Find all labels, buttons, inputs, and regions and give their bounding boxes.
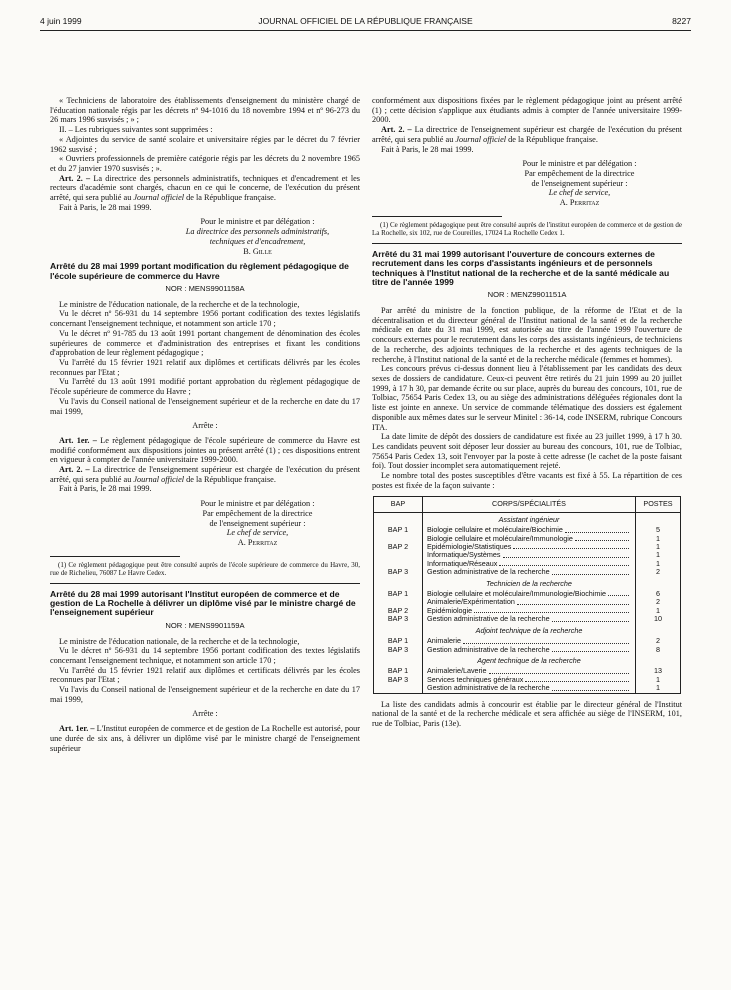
section-separator	[372, 243, 682, 244]
spec-label: Services techniques généraux	[427, 674, 524, 684]
paragraph: Vu le décret nº 91-785 du 13 août 1991 portant changement de dénomination des écoles supérieures de commerce et d'administration des entreprises et fixant les conditions d'approbation de leur règlement pédagogique ;	[50, 328, 360, 358]
article-paragraph	[50, 724, 360, 753]
paragraph: conformément aux dispositions fixées par le règlement pédagogique joint au présent arrêté (1) ; cette décision s'applique aux étudiants admis à compter de l'année universitaire 1999-2000.	[372, 96, 682, 125]
table-cell-bap: BAP 3	[374, 568, 423, 576]
paragraph: Vu l'avis du Conseil national de l'enseignement supérieur et de la recherche en date du 17 mai 1999,	[50, 685, 360, 704]
column-header-bap: BAP	[374, 497, 423, 512]
table-body	[374, 512, 681, 693]
section-separator	[50, 583, 360, 584]
table-cell-spec	[423, 684, 636, 693]
table-group-name: Adjoint technique de la recherche	[423, 624, 636, 637]
fait-a-paris: Fait à Paris, le 28 mai 1999.	[59, 484, 152, 494]
signature-line: de l'enseignement supérieur :	[209, 518, 306, 528]
table-cell-postes: 1	[636, 560, 681, 568]
paragraph: « Adjointes du service de santé scolaire et universitaire régies par le décret du 7 février 1962 susvisé ;	[50, 134, 360, 154]
table-row	[374, 667, 681, 675]
table-cell-bap	[374, 551, 423, 559]
table-cell-postes: 1	[636, 551, 681, 559]
paragraph: Vu l'arrêté du 13 août 1991 modifié portant approbation du règlement pédagogique de l'école supérieure de commerce du Havre ;	[50, 377, 360, 397]
table-cell-bap: BAP 2	[374, 543, 423, 551]
table-cell-postes: 2	[636, 637, 681, 645]
paragraph: Vu l'avis du Conseil national de l'enseignement supérieur et de la recherche en date du 17 mai 1999,	[50, 396, 360, 416]
article-text: L'Institut européen de commerce et de gestion de La Rochelle est autorisé, pour une durée de six ans, à délivrer un diplôme visé par le ministre chargé de l'enseignement supérieur	[50, 724, 361, 753]
footnote: (1) Ce règlement pédagogique peut être consulté auprès de l'institut européen de commerce et de gestion de La Rochelle, six 102, rue de Coureilles, 17024 La Rochelle Cedex 1.	[372, 220, 682, 237]
left-column	[50, 96, 360, 753]
spec-label: Gestion administrative de la recherche	[427, 567, 550, 577]
spec-label: Biologie cellulaire et moléculaire/Biochimie	[427, 525, 563, 535]
article-paragraph	[372, 125, 682, 144]
signature-line: Le chef de service,	[226, 528, 289, 538]
arrete-heading: Arrête :	[192, 421, 218, 431]
article-paragraph	[50, 436, 360, 465]
article-text: Le règlement pédagogique de l'école supérieure de commerce du Havre est modifié conformément aux dispositions jointes au présent arrêté (1) ; ces dispositions entrent en vigueur à compter de l'année universitaire 1999-2000.	[50, 435, 361, 465]
signature-line: Pour le ministre et par délégation :	[200, 499, 315, 509]
article-label: Art. 2. –	[59, 465, 90, 475]
article-text: La directrice des personnels administratifs, techniques et d'encadrement et les recteurs d'académie sont chargés, chacun en ce qui le concerne, de l'exécution du présent arrêté, qui sera publié au	[50, 173, 360, 203]
table-cell-postes: 1	[636, 543, 681, 551]
header-title: JOURNAL OFFICIEL DE LA RÉPUBLIQUE FRANÇAISE	[258, 16, 473, 26]
table-cell-spec	[423, 646, 636, 654]
decree-title: Arrêté du 28 mai 1999 portant modification du règlement pédagogique de l'école supérieure de commerce du Havre	[50, 261, 349, 281]
column-header-corps: CORPS/SPÉCIALITÉS	[423, 497, 636, 512]
paragraph: Le nombre total des postes susceptibles d'être vacants est fixé à 55. La répartition de ces postes est fixée de la façon suivante :	[372, 471, 682, 490]
table-cell-bap: BAP 2	[374, 607, 423, 615]
article-paragraph	[50, 465, 360, 484]
table-cell-postes: 2	[636, 598, 681, 606]
paragraph: Le ministre de l'éducation nationale, de la recherche et de la technologie,	[59, 299, 300, 309]
article-text: La directrice de l'enseignement supérieur est chargée de l'exécution du présent arrêté, qui sera publié au	[372, 125, 682, 144]
signature-line: Le chef de service,	[548, 188, 611, 198]
table-cell-postes: 1	[636, 535, 681, 543]
table-header-row	[374, 497, 681, 512]
table-row	[374, 543, 681, 551]
spec-label: Animalerie/Expérimentation	[427, 597, 515, 607]
table-group-name: Assistant ingénieur	[423, 512, 636, 526]
right-column	[372, 96, 682, 729]
footnote-rule	[50, 556, 180, 557]
table-cell-bap: BAP 1	[374, 637, 423, 645]
postes-table	[373, 496, 681, 693]
paragraph: « Techniciens de laboratoire des établissements d'enseignement du ministère chargé de l'éducation nationale régis par les décrets nº 94-1016 du 18 novembre 1994 et nº 96-273 du 26 mars 1996 susvisés ; » ;	[50, 96, 360, 125]
header-page-number: 8227	[672, 16, 691, 26]
signature-line: Pour le ministre et par délégation :	[200, 217, 315, 227]
page-header	[40, 16, 691, 28]
signature-name: A. Perritaz	[559, 198, 600, 208]
paragraph: Vu l'arrêté du 15 février 1921 relatif aux diplômes et certificats délivrés par les écoles reconnues par l'Etat ;	[50, 357, 360, 377]
table-group-name: Technicien de la recherche	[423, 577, 636, 590]
table-row	[374, 646, 681, 654]
paragraph: Vu le décret nº 56-931 du 14 septembre 1956 portant codification des textes législatifs concernant l'enseignement technique, et notamment son article 170 ;	[50, 309, 360, 329]
signature-line: Pour le ministre et par délégation :	[522, 159, 637, 169]
table-cell-postes: 6	[636, 590, 681, 598]
table-row	[374, 568, 681, 576]
nor-reference: NOR : MENS9901158A	[165, 284, 245, 294]
paragraph: Par arrêté du ministre de la fonction publique, de la réforme de l'Etat et de la décentralisation et du directeur général de l'Institut national de la santé et de la recherche médicale en date du 31 mai 1999, est autorisée au titre de l'année 1999 l'ouverture de concours externes pour le recrutement dans les corps des assistants ingénieurs, de techniciens de la recherche, des adjoints techniques de la recherche et des agents techniques de la recherche, à l'Institut national de la santé et de la recherche médicale (femmes et hommes).	[372, 306, 682, 364]
table-row	[374, 535, 681, 543]
paragraph: La date limite de dépôt des dossiers de candidature est fixée au 23 juillet 1999, à 17 h 30. Les candidats peuvent soit déposer leur dossier au bureau des concours, 101, rue de Tolbiac, 75654 Paris Cedex 13, soit l'envoyer par la poste à cette adresse (le cachet de la poste faisant foi). Tout dossier incomplet sera automatiquement rejeté.	[372, 432, 682, 471]
article-text-end: de la République française.	[184, 193, 276, 203]
footnote-rule	[372, 216, 502, 217]
table-cell-bap: BAP 3	[374, 615, 423, 623]
decree-title: Arrêté du 31 mai 1999 autorisant l'ouverture de concours externes de recrutement dans les corps d'assistants ingénieurs et de personnels techniques à l'Institut national de la recherche et de la santé médicale au titre de l'année 1999	[372, 248, 670, 287]
arrete-heading: Arrête :	[192, 709, 218, 719]
spec-label: Informatique/Réseaux	[427, 558, 498, 568]
table-row	[374, 551, 681, 559]
paragraph: II. – Les rubriques suivantes sont supprimées :	[59, 125, 213, 135]
table-cell-bap: BAP 1	[374, 590, 423, 598]
footnote: (1) Ce règlement pédagogique peut être consulté auprès de l'école supérieure de commerce du Havre, 30, rue de Richelieu, 76087 Le Havre Cedex.	[50, 560, 360, 577]
paragraph: Le ministre de l'éducation nationale, de la recherche et de la technologie,	[59, 636, 300, 646]
spec-label: Epidémiologie	[427, 605, 473, 615]
spec-label: Epidémiologie/Statistiques	[427, 542, 512, 552]
article-label: Art. 2. –	[59, 173, 91, 183]
journal-officiel: Journal officiel	[455, 134, 507, 144]
spec-label: Animalerie	[427, 636, 461, 646]
signature-line: techniques et d'encadrement,	[209, 236, 306, 246]
article-label: Art. 1er. –	[59, 435, 97, 445]
header-rule	[40, 30, 691, 31]
signature-line: de l'enseignement supérieur :	[531, 178, 628, 188]
table-cell-postes: 1	[636, 684, 681, 693]
signature-line: La directrice des personnels administratifs,	[185, 227, 330, 237]
table-cell-postes: 1	[636, 607, 681, 615]
fait-a-paris: Fait à Paris, le 28 mai 1999.	[381, 144, 474, 154]
spec-label: Biologie cellulaire et moléculaire/Immunologie	[427, 533, 573, 543]
paragraph: « Ouvriers professionnels de première catégorie régis par les décrets du 2 novembre 1965 et du 27 janvier 1970 susvisés ; ».	[50, 154, 360, 173]
signature-line: Par empêchement de la directrice	[202, 508, 313, 518]
table-cell-bap	[374, 684, 423, 693]
table-cell-postes: 5	[636, 526, 681, 534]
article-text-end: de la République française.	[184, 474, 276, 484]
table-group-row	[374, 654, 681, 667]
spec-label: Animalerie/Laverie	[427, 666, 487, 676]
table-group-row	[374, 577, 681, 590]
journal-officiel: Journal officiel	[133, 474, 185, 484]
nor-reference: NOR : MENZ9901151A	[487, 290, 567, 300]
journal-officiel: Journal officiel	[133, 193, 185, 203]
article-label: Art. 2. –	[381, 125, 412, 135]
paragraph: Vu l'arrêté du 15 février 1921 relatif aux diplômes et certificats délivrés par les écoles reconnues par l'Etat ;	[50, 665, 360, 685]
table-group-name: Agent technique de la recherche	[423, 654, 636, 667]
table-cell-postes: 1	[636, 676, 681, 684]
spec-label: Biologie cellulaire et moléculaire/Immunologie/Biochimie	[427, 589, 606, 599]
table-row	[374, 590, 681, 598]
table-row	[374, 684, 681, 693]
table-row	[374, 598, 681, 606]
table-cell-spec	[423, 615, 636, 623]
fait-a-paris: Fait à Paris, le 28 mai 1999.	[59, 202, 152, 212]
article-label: Art. 1er. –	[59, 724, 95, 734]
table-cell-bap: BAP 1	[374, 526, 423, 534]
column-header-postes: POSTES	[636, 497, 681, 512]
paragraph: Les concours prévus ci-dessus donnent lieu à l'établissement par les candidats des deux sexes de dossiers de candidature. Ceux-ci peuvent être retirés du 21 juin 1999 au 20 juillet 1999, à 17 h 30, par demande écrite ou sur place, auprès du bureau des concours, 101, rue de Tolbiac, 75654 Paris Cedex 13, ou au siège des administrations déléguées régionales dont la liste est jointe en annexe. Un service de commande télématique des dossiers est également disponible aux mêmes dates sur le serveur Minitel : 36-14, code INSERM, rubrique Concours ITA.	[372, 364, 683, 432]
signature-line: Par empêchement de la directrice	[524, 168, 635, 178]
spec-label: Informatique/Systèmes	[427, 550, 501, 560]
table-cell-postes: 8	[636, 646, 681, 654]
header-date: 4 juin 1999	[40, 16, 82, 26]
signature-name: A. Perritaz	[237, 537, 278, 547]
nor-reference: NOR : MENS9901159A	[165, 620, 245, 630]
article-text-end: de la République française.	[506, 134, 598, 144]
signature-name: B. Gille	[243, 246, 272, 256]
table-group-row	[374, 512, 681, 526]
table-cell-postes: 10	[636, 615, 681, 623]
table-group-row	[374, 624, 681, 637]
table-cell-postes: 2	[636, 568, 681, 576]
table-cell-bap: BAP 3	[374, 646, 423, 654]
table-cell-bap: BAP 1	[374, 667, 423, 675]
paragraph: La liste des candidats admis à concourir est établie par le directeur général de l'Institut national de la santé et de la recherche médicale et sera affichée au siège de l'INSERM, 101, rue de Tolbiac, Paris (13e).	[372, 699, 682, 728]
table-row	[374, 615, 681, 623]
article-text: La directrice de l'enseignement supérieur est chargée de l'exécution du présent arrêté, qui sera publié au	[50, 465, 360, 484]
paragraph: Vu le décret nº 56-931 du 14 septembre 1956 portant codification des textes législatifs concernant l'enseignement technique, et notamment son article 170 ;	[50, 646, 360, 665]
decree-title: Arrêté du 28 mai 1999 autorisant l'Institut européen de commerce et de gestion de La Rochelle à délivrer un diplôme visé par le ministre chargé de l'enseignement supérieur	[50, 588, 356, 618]
table-cell-postes: 13	[636, 667, 681, 675]
table-cell-spec	[423, 568, 636, 576]
article-paragraph	[50, 174, 360, 203]
spec-label: Gestion administrative de la recherche	[427, 683, 550, 693]
spec-label: Gestion administrative de la recherche	[427, 614, 550, 624]
table-cell-bap: BAP 3	[374, 676, 423, 684]
spec-label: Gestion administrative de la recherche	[427, 644, 550, 654]
